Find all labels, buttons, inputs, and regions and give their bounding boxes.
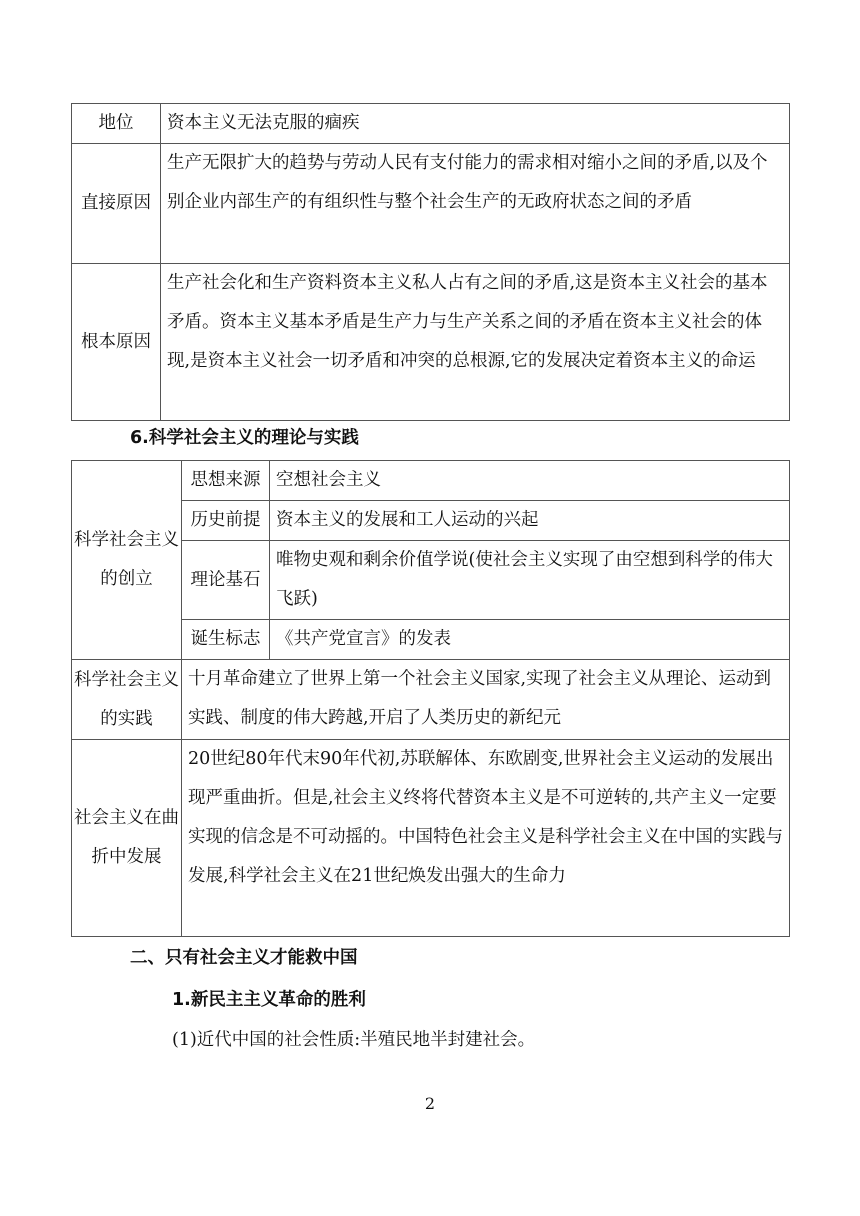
development-content: 20世纪80年代末90年代初,苏联解体、东欧剧变,世界社会主义运动的发展出现严重曲折。但是,社会主义终将代替资本主义是不可逆转的,共产主义一定要实现的信念是不可动摇的。中国特色社会主义是科学社会主义在中国的实践与发展,科学社会主义在21世纪焕发出强大的生命力 — [182, 740, 790, 937]
row-content: 《共产党宣言》的发表 — [270, 620, 790, 660]
row-label: 诞生标志 — [182, 620, 270, 660]
table-row — [72, 104, 790, 144]
row-label: 历史前提 — [182, 501, 270, 541]
row-content: 生产无限扩大的趋势与劳动人民有支付能力的需求相对缩小之间的矛盾,以及个别企业内部生产的有组织性与整个社会生产的无政府状态之间的矛盾 — [161, 144, 790, 264]
practice-label: 科学社会主义的实践 — [72, 660, 182, 740]
subsection-1-heading: 1.新民主主义革命的胜利 — [172, 990, 366, 1010]
crisis-table — [71, 103, 790, 421]
page-number: 2 — [424, 1094, 436, 1113]
row-content: 资本主义无法克服的痼疾 — [161, 104, 790, 144]
table-row — [72, 264, 790, 421]
section-2-heading: 二、只有社会主义才能救中国 — [130, 948, 358, 968]
development-label: 社会主义在曲折中发展 — [72, 740, 182, 937]
row-content: 生产社会化和生产资料资本主义私人占有之间的矛盾,这是资本主义社会的基本矛盾。资本主义基本矛盾是生产力与生产关系之间的矛盾在资本主义社会的体现,是资本主义社会一切矛盾和冲突的总根源,它的发展决定着资本主义的命运 — [161, 264, 790, 421]
row-content: 唯物史观和剩余价值学说(使社会主义实现了由空想到科学的伟大飞跃) — [270, 541, 790, 620]
row-content: 资本主义的发展和工人运动的兴起 — [270, 501, 790, 541]
row-content: 空想社会主义 — [270, 461, 790, 501]
paragraph-1: (1)近代中国的社会性质:半殖民地半封建社会。 — [172, 1030, 536, 1050]
table-row — [72, 660, 790, 740]
row-label: 思想来源 — [182, 461, 270, 501]
table-row — [72, 144, 790, 264]
row-label: 地位 — [72, 104, 161, 144]
table-row — [72, 740, 790, 937]
founding-label: 科学社会主义的创立 — [72, 461, 182, 660]
socialism-table — [71, 460, 790, 937]
table-row — [72, 461, 790, 501]
row-label: 直接原因 — [72, 144, 161, 264]
section-6-heading: 6.科学社会主义的理论与实践 — [130, 428, 359, 448]
row-label: 根本原因 — [72, 264, 161, 421]
row-label: 理论基石 — [182, 541, 270, 620]
practice-content: 十月革命建立了世界上第一个社会主义国家,实现了社会主义从理论、运动到实践、制度的伟大跨越,开启了人类历史的新纪元 — [182, 660, 790, 740]
